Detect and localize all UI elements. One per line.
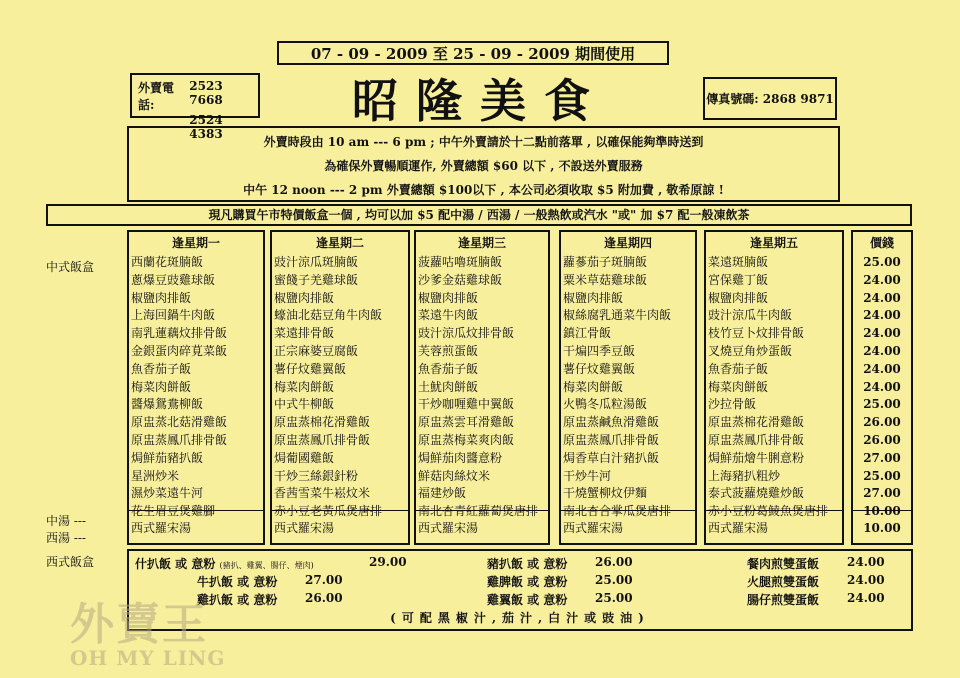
western-item-price: 27.00 — [305, 573, 343, 587]
menu-item: 中式牛柳飯 — [274, 397, 335, 412]
menu-item: 泰式菠蘿燒雞炒飯 — [708, 486, 805, 501]
menu-item: 上海回鍋牛肉飯 — [131, 308, 216, 323]
menu-item: 鎮江骨飯 — [563, 326, 612, 341]
menu-item: 蠔油北菇豆角牛肉飯 — [274, 308, 383, 323]
menu-item: 焗鮮茄豬扒飯 — [131, 450, 204, 465]
watermark-cn: 外賣王 — [70, 599, 208, 650]
menu-item: 椒鹽肉排飯 — [418, 290, 479, 305]
western-soup: 西式羅宋湯 — [274, 521, 335, 536]
menu-item: 原盅蒸梅菜爽肉飯 — [418, 432, 515, 447]
price-value: 24.00 — [863, 343, 901, 358]
menu-item: 土魷肉餅飯 — [418, 379, 479, 394]
price-value: 24.00 — [863, 308, 901, 323]
chinese-rice-label: 中式飯盒 — [46, 260, 95, 274]
menu-item: 醬爆鴛鴦柳飯 — [131, 397, 204, 412]
restaurant-title: 昭隆美食 — [352, 74, 608, 128]
price-value: 26.00 — [863, 432, 901, 447]
menu-item: 椒鹽肉排飯 — [274, 290, 335, 305]
menu-item: 正宗麻婆豆腐飯 — [274, 343, 359, 358]
day-header: 逢星期一 — [171, 236, 220, 250]
menu-item: 宮保雞丁飯 — [708, 272, 769, 287]
western-item-name: 豬扒飯 或 意粉 — [487, 557, 568, 571]
menu-item: 星洲炒米 — [131, 468, 180, 483]
menu-item: 蔥爆豆豉雞球飯 — [131, 272, 216, 287]
chinese-soup-label: 中湯 --- — [46, 514, 86, 528]
menu-item: 焗香草白汁豬扒飯 — [563, 450, 660, 465]
menu-item: 魚香茄子飯 — [708, 361, 769, 376]
menu-item: 薯仔炆雞翼飯 — [563, 361, 636, 376]
menu-item: 干燒蟹柳炆伊麵 — [563, 486, 648, 501]
menu-item: 粟米草菇雞球飯 — [563, 272, 648, 287]
menu-item: 椒鹽肉排飯 — [563, 290, 624, 305]
menu-item: 南乳蓮藕炆排骨飯 — [131, 326, 228, 341]
menu-item: 椒鹽肉排飯 — [131, 290, 192, 305]
menu-item: 原盅蒸鳳爪排骨飯 — [131, 432, 228, 447]
menu-item: 梅菜肉餅飯 — [131, 379, 192, 394]
watermark-logo — [70, 588, 300, 678]
menu-item: 芙蓉煎蛋飯 — [418, 343, 479, 358]
western-soup-label: 西湯 --- — [46, 531, 86, 545]
notice-line-3: 中午 12 noon --- 2 pm 外賣總額 $100以下 , 本公司必須收取 $5 附加費 , 敬希原諒 ! — [243, 183, 724, 197]
watermark-en: OH MY LING — [70, 646, 226, 670]
chinese-soup: 赤小豆老黃瓜煲唐排 — [274, 504, 383, 519]
price-value: 25.00 — [863, 255, 901, 269]
western-item-price: 29.00 — [369, 555, 407, 569]
menu-item: 原盅蒸雲耳滑雞飯 — [418, 415, 515, 430]
menu-item: 福建炒飯 — [418, 486, 467, 501]
western-soup: 西式羅宋湯 — [131, 521, 192, 536]
menu-item: 原盅蒸鹹魚滑雞飯 — [563, 415, 660, 430]
western-item-name: 雞翼飯 或 意粉 — [487, 593, 568, 607]
menu-item: 鮮菇肉絲炆米 — [418, 468, 491, 483]
menu-item: 沙拉骨飯 — [708, 397, 757, 412]
menu-item: 魚香茄子飯 — [131, 361, 192, 376]
menu-item: 焗鮮茄燴牛脷意粉 — [708, 450, 805, 465]
menu-item: 梅菜肉餅飯 — [274, 379, 335, 394]
menu-item: 香茜雪菜牛崧炆米 — [274, 486, 371, 501]
menu-item: 椒鹽肉排飯 — [708, 290, 769, 305]
western-item-name: 火腿煎雙蛋飯 — [747, 575, 820, 589]
price-column — [851, 230, 913, 545]
day-column-thursday — [559, 230, 697, 545]
menu-item: 梅菜肉餅飯 — [708, 379, 769, 394]
soup-price: 10.00 — [863, 504, 901, 519]
menu-item: 枝竹豆卜炆排骨飯 — [708, 326, 805, 341]
date-range-text: 07 - 09 - 2009 至 25 - 09 - 2009 期間使用 — [310, 44, 636, 63]
price-header: 價錢 — [869, 236, 894, 250]
menu-item: 火鴨冬瓜粒湯飯 — [563, 397, 648, 412]
menu-item: 椒絲腐乳通菜牛肉飯 — [563, 308, 672, 323]
price-value: 24.00 — [863, 361, 901, 376]
western-item-price: 26.00 — [595, 555, 633, 569]
menu-item: 干炒三絲銀針粉 — [274, 468, 359, 483]
price-value: 26.00 — [863, 415, 901, 430]
western-item-price: 24.00 — [847, 555, 885, 569]
phone-label: 外賣電話: — [138, 81, 175, 112]
price-value: 24.00 — [863, 290, 901, 305]
day-header: 逢星期三 — [457, 236, 506, 250]
western-item-name: 腸仔煎雙蛋飯 — [747, 593, 820, 607]
phone-number-1: 2523 7668 — [189, 79, 223, 107]
price-value: 24.00 — [863, 379, 901, 394]
menu-item: 菜遠牛肉飯 — [418, 308, 479, 323]
menu-item: 焗葡國雞飯 — [274, 450, 335, 465]
western-item-name: 雞脾飯 或 意粉 — [487, 575, 568, 589]
western-rice-label: 西式飯盒 — [46, 555, 95, 569]
western-item-note: (豬扒、雞翼、腸仔、煙肉) — [219, 561, 314, 570]
menu-item: 濕炒菜遠牛河 — [131, 486, 204, 501]
chinese-soup: 赤小豆粉葛鯪魚煲唐排 — [708, 504, 829, 519]
western-item-price: 24.00 — [847, 573, 885, 587]
menu-item: 菠蘿咕嚕斑腩飯 — [418, 255, 503, 269]
price-value: 25.00 — [863, 397, 901, 412]
menu-item: 豉汁涼瓜炆排骨飯 — [418, 326, 515, 341]
menu-item: 原盅蒸鳳爪排骨飯 — [563, 432, 660, 447]
menu-item: 干炒咖喱雞中翼飯 — [418, 397, 515, 412]
day-column-wednesday — [414, 230, 550, 545]
price-value: 24.00 — [863, 326, 901, 341]
menu-item: 金銀蛋肉碎莧菜飯 — [131, 343, 228, 358]
menu-item: 干煸四季豆飯 — [563, 343, 636, 358]
western-soup: 西式羅宋湯 — [418, 521, 479, 536]
day-column-tuesday — [270, 230, 410, 545]
menu-item: 西蘭花斑腩飯 — [131, 255, 204, 269]
menu-item: 叉燒豆角炒蛋飯 — [708, 343, 793, 358]
menu-item: 菜遠排骨飯 — [274, 326, 335, 341]
menu-item: 梅菜肉餅飯 — [563, 379, 624, 394]
fax-number: 傳真號碼: 2868 9871 — [703, 77, 837, 120]
day-header: 逢星期四 — [603, 236, 652, 250]
menu-item: 上海豬扒粗炒 — [708, 468, 781, 483]
western-item-name: 什扒飯 或 意粉 — [135, 557, 216, 571]
sauce-note: (可配黑椒汁,茄汁,白汁或豉油) — [390, 611, 650, 625]
day-column-monday — [127, 230, 265, 545]
day-header: 逢星期二 — [315, 236, 364, 250]
western-item-name: 雞扒飯 或 意粉 — [197, 593, 278, 607]
western-item-price: 25.00 — [595, 573, 633, 587]
delivery-notice — [127, 126, 840, 202]
menu-item: 豉汁涼瓜牛肉飯 — [708, 308, 793, 323]
price-value: 27.00 — [863, 450, 901, 465]
western-soup: 西式羅宋湯 — [708, 521, 769, 536]
date-range-banner — [277, 41, 669, 65]
notice-line-1: 外賣時段由 10 am --- 6 pm ; 中午外賣請於十二點前落單 , 以確保能夠準時送到 — [263, 135, 704, 149]
menu-item: 蜜餞子羌雞球飯 — [274, 272, 359, 287]
menu-item: 沙爹金菇雞球飯 — [418, 272, 503, 287]
western-item-price: 26.00 — [305, 591, 343, 605]
western-item-name: 牛扒飯 或 意粉 — [197, 575, 278, 589]
menu-item: 原盅蒸鳳爪排骨飯 — [708, 432, 805, 447]
menu-item: 蘿蔘茄子斑腩飯 — [563, 255, 648, 269]
chinese-soup: 南北杏合掌瓜煲唐排 — [563, 504, 672, 519]
menu-item: 焗鮮茄肉醬意粉 — [418, 450, 503, 465]
menu-item: 薯仔炆雞翼飯 — [274, 361, 347, 376]
menu-item: 豉汁涼瓜斑腩飯 — [274, 255, 359, 269]
delivery-phone-box — [130, 73, 260, 141]
menu-item: 原盅蒸棉花滑雞飯 — [708, 415, 805, 430]
menu-item: 干炒牛河 — [563, 468, 612, 483]
western-item-name: 餐肉煎雙蛋飯 — [747, 557, 820, 571]
chinese-soup: 南北杏青紅蘿蔔煲唐排 — [418, 504, 539, 519]
price-value: 25.00 — [863, 468, 901, 483]
price-value: 24.00 — [863, 272, 901, 287]
menu-item: 原盅蒸鳳爪排骨飯 — [274, 432, 371, 447]
western-item-price: 25.00 — [595, 591, 633, 605]
notice-line-2: 為確保外賣暢順運作, 外賣總額 $60 以下 , 不設送外賣服務 — [324, 159, 643, 173]
chinese-soup: 花生眉豆煲雞腳 — [131, 504, 216, 519]
phone-number-2: 2524 4383 — [189, 113, 223, 141]
menu-item: 魚香茄子飯 — [418, 361, 479, 376]
day-column-friday — [704, 230, 844, 545]
western-soup: 西式羅宋湯 — [563, 521, 624, 536]
price-value: 27.00 — [863, 486, 901, 501]
day-header: 逢星期五 — [749, 236, 798, 250]
western-item-price: 24.00 — [847, 591, 885, 605]
menu-item: 菜遠斑腩飯 — [708, 255, 769, 269]
soup-price: 10.00 — [863, 521, 901, 536]
menu-item: 原盅蒸棉花滑雞飯 — [274, 415, 371, 430]
menu-item: 原盅蒸北菇滑雞飯 — [131, 415, 228, 430]
promo-banner: 現凡購買午市特價飯盒一個 , 均可以加 $5 配中湯 / 西湯 / 一般熱飲或汽水 "或" 加 $7 配一般凍飲茶 — [46, 204, 912, 226]
